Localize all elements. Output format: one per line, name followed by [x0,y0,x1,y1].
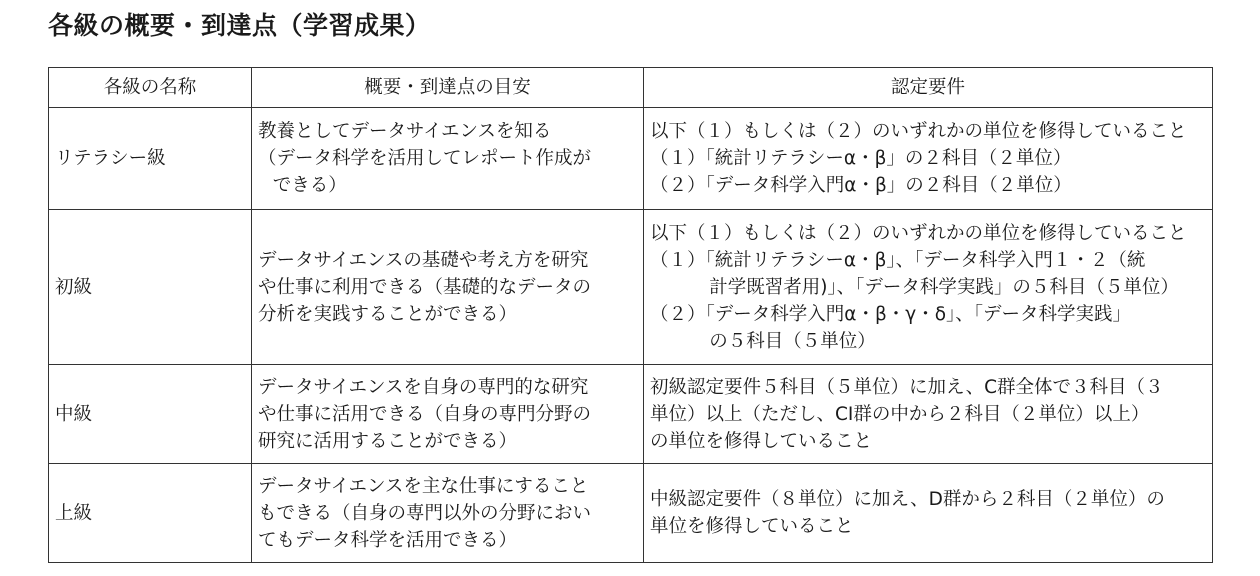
summary-line: （データ科学を活用してレポート作成が [258,148,592,169]
summary-line: データサイエンスを主な仕事にすること [258,475,589,497]
requirement-line: 計学既習者用)」、「データ科学実践」の５科目（５単位） [709,276,1179,298]
level-name: 上級 [55,502,93,524]
table-row-beginner [49,210,1213,365]
requirement-line: 中級認定要件（８単位）に加え、D群から２科目（２単位）の [650,489,1165,510]
column-header-summary: 概要・到達点の目安 [252,68,644,108]
summary-line: 分析を実践することができる） [258,303,518,325]
level-name: 初級 [55,276,93,298]
level-name: 中級 [55,403,93,425]
requirement-line: （２）「データ科学入門α・β・γ・δ」、「データ科学実践」 [650,303,1132,325]
summary-line: てもデータ科学を活用できる） [258,529,518,551]
summary-line: データサイエンスを自身の専門的な研究 [258,376,589,398]
requirements-cell [644,365,1213,464]
requirement-line: 以下（１）もしくは（２）のいずれかの単位を修得していること [650,121,1187,142]
summary-line: データサイエンスの基礎や考え方を研究 [258,249,589,271]
requirement-line: （１）「統計リテラシーα・β」の２科目（２単位） [650,148,1072,169]
certification-levels-table [48,67,1213,563]
summary-line: できる） [272,175,347,196]
column-header-level-name: 各級の名称 [49,68,252,108]
requirement-line: の単位を修得していること [650,430,873,452]
table-row-literacy [49,108,1213,210]
summary-line: もできる（自身の専門以外の分野におい [258,502,592,524]
level-name-cell [49,108,252,210]
summary-cell [252,365,644,464]
level-name: リテラシー級 [55,148,166,169]
requirement-line: 以下（１）もしくは（２）のいずれかの単位を修得していること [650,222,1187,244]
requirement-line: の５科目（５単位） [709,330,876,352]
requirements-cell [644,210,1213,365]
summary-line: 教養としてデータサイエンスを知る [258,121,552,142]
level-name-cell [49,464,252,563]
level-name-cell [49,210,252,365]
column-header-requirements: 認定要件 [644,68,1213,108]
requirements-cell [644,464,1213,563]
requirements-cell [644,108,1213,210]
summary-line: や仕事に利用できる（基礎的なデータの [258,276,592,298]
requirement-line: 初級認定要件５科目（５単位）に加え、C群全体で３科目（３ [650,376,1164,398]
summary-line: 研究に活用することができる） [258,430,518,452]
summary-cell [252,464,644,563]
requirement-line: 単位を修得していること [650,516,854,537]
requirement-line: （２）「データ科学入門α・β」の２科目（２単位） [650,175,1072,196]
level-name-cell [49,365,252,464]
summary-line: や仕事に活用できる（自身の専門分野の [258,403,592,425]
requirement-line: 単位）以上（ただし、CI群の中から２科目（２単位）以上） [650,403,1150,425]
page-title: 各級の概要・到達点（学習成果） [48,11,431,40]
requirement-line: （１）「統計リテラシーα・β」、「データ科学入門１・２（統 [650,249,1146,271]
summary-cell [252,210,644,365]
table-header-row [49,68,1213,108]
table-row-advanced [49,464,1213,563]
table-row-intermediate [49,365,1213,464]
summary-cell [252,108,644,210]
